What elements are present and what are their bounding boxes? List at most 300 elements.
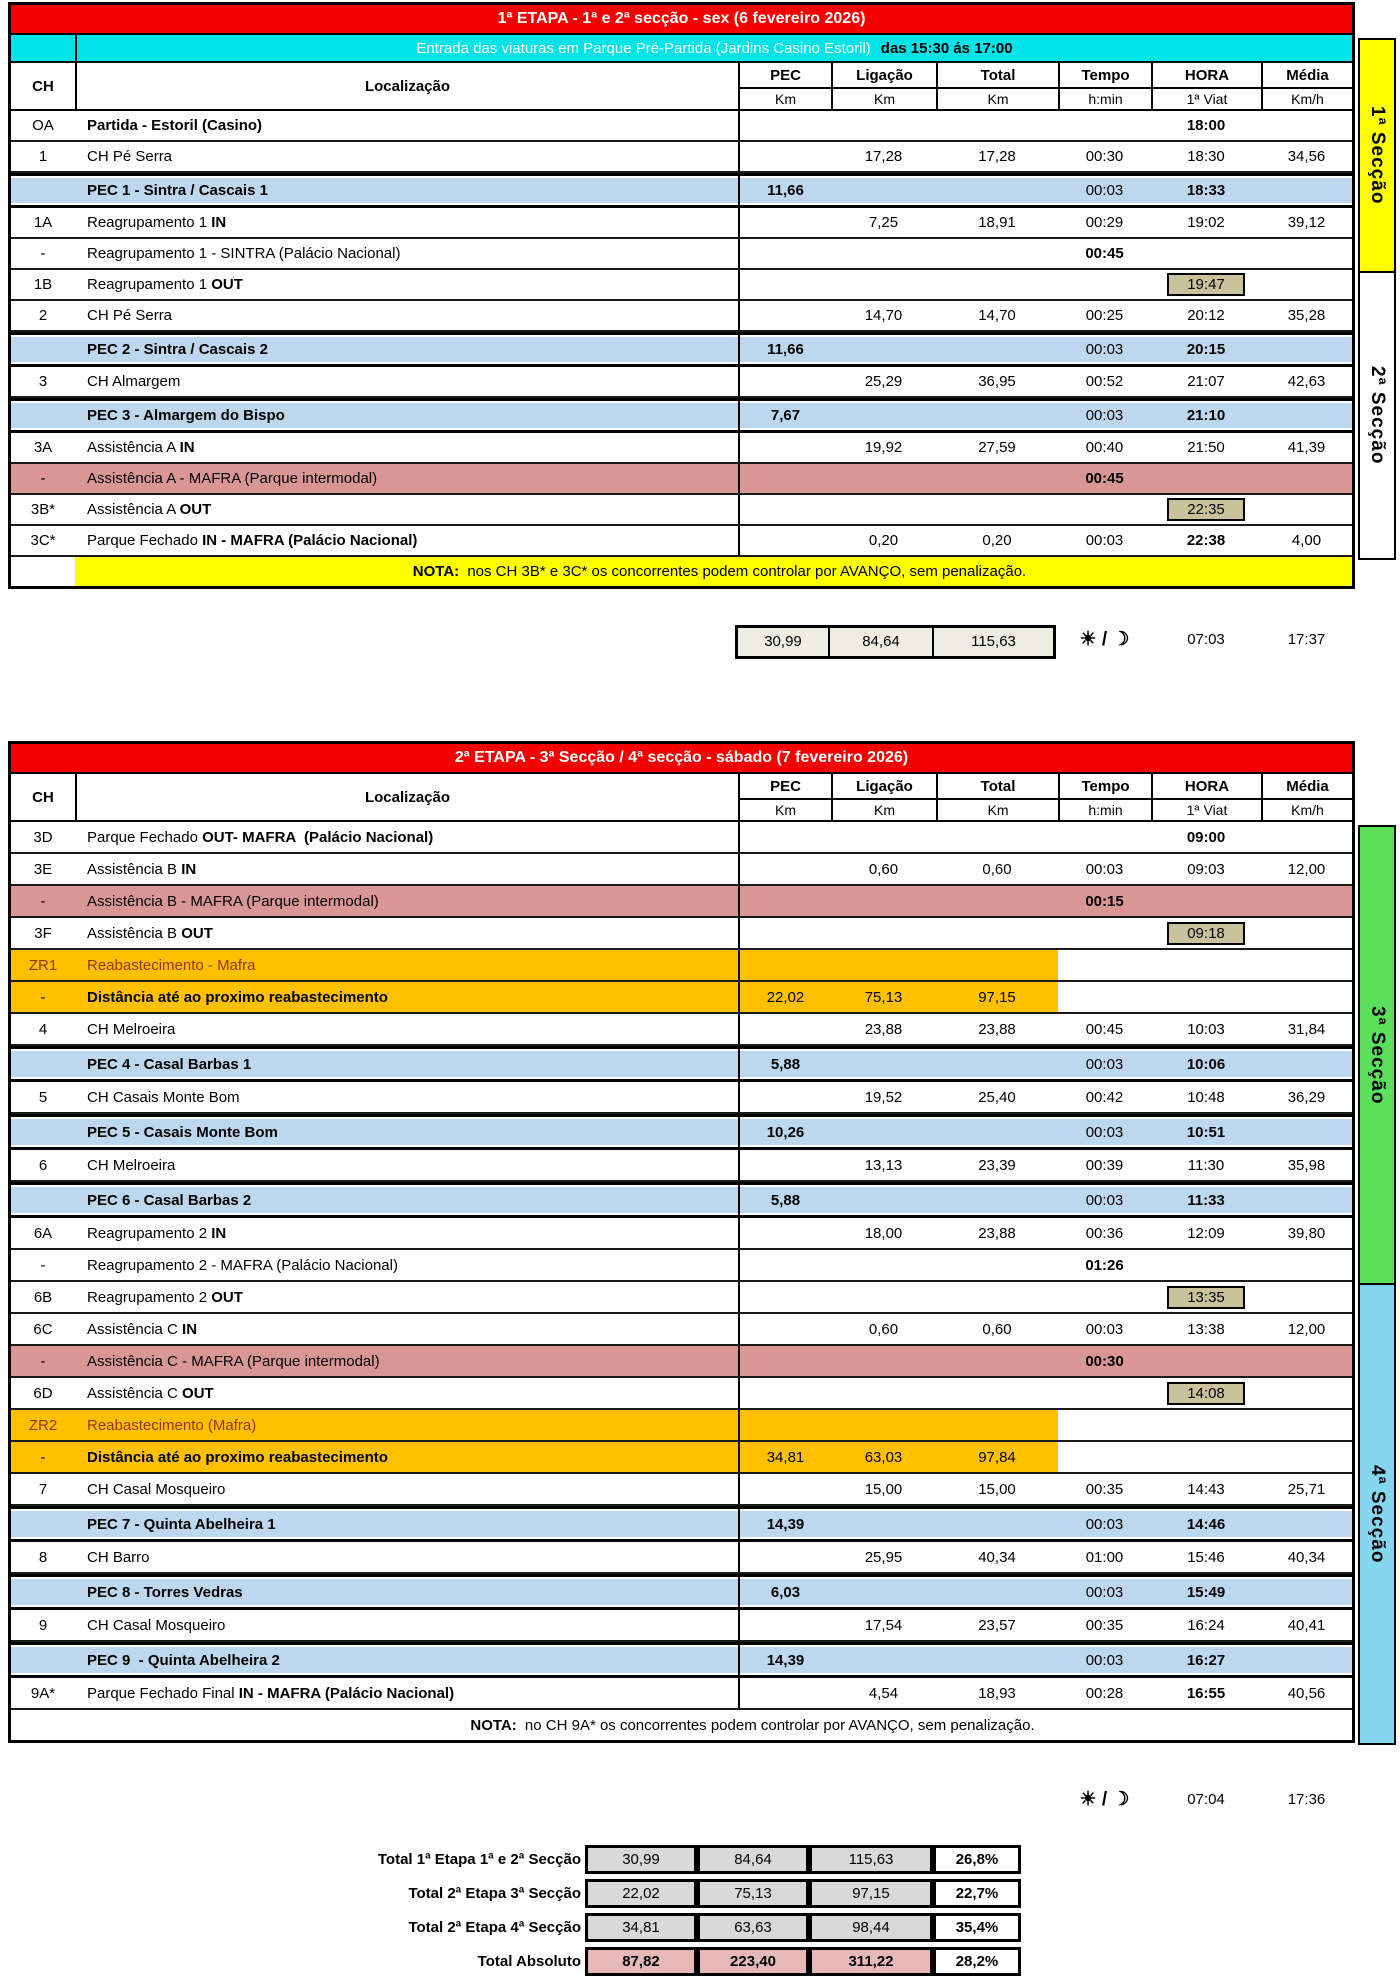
lig-cell (831, 176, 936, 205)
itinerary-row (11, 1506, 1352, 1542)
ch-cell: 3D (33, 828, 53, 846)
tempo-cell: 00:39 (1085, 1156, 1124, 1174)
section-1-sidebar: 1ª Secção (1358, 38, 1396, 273)
ch-cell (11, 335, 75, 364)
hora-cell: 15:46 (1187, 1548, 1225, 1566)
summary-ligacao-total: 63,63 (697, 1913, 809, 1942)
itinerary-row (11, 1150, 1352, 1182)
sun-icon: ☀ (1079, 1789, 1097, 1810)
tempo-cell: 00:25 (1085, 307, 1124, 324)
lig-cell (831, 111, 936, 140)
etapa1-rows (11, 111, 1352, 586)
media-cell (1261, 1645, 1352, 1675)
media-cell: 40,56 (1287, 1684, 1326, 1702)
hora-cell (1151, 464, 1261, 493)
localizacao-cell: CH Casais Monte Bom (87, 1088, 240, 1106)
sunrise-time: 07:03 (1187, 631, 1225, 648)
col-unit-6: Km/h (1261, 89, 1352, 109)
tot-cell: 97,84 (936, 1442, 1058, 1472)
localizacao-cell: PEC 3 - Almargem do Bispo (87, 407, 285, 424)
lig-cell: 25,95 (864, 1548, 903, 1566)
hora-box: 13:35 (1167, 1286, 1245, 1309)
col-header-hora: HORA (1151, 774, 1261, 800)
daylight-indicator (1058, 1783, 1151, 1817)
hora-cell: 14:43 (1187, 1480, 1225, 1498)
itinerary-row (11, 1046, 1352, 1082)
media-cell (1261, 270, 1352, 299)
media-cell (1261, 239, 1352, 268)
tempo-cell (1058, 1442, 1151, 1472)
itinerary-row (11, 854, 1352, 886)
tempo-cell: 00:30 (1085, 1352, 1124, 1370)
ch-cell (11, 176, 75, 205)
hora-cell: 20:15 (1186, 341, 1226, 358)
tempo-cell: 00:45 (1085, 245, 1124, 262)
hora-cell: 21:10 (1186, 407, 1226, 424)
lig-cell (831, 1378, 936, 1408)
tot-cell: 18,91 (978, 214, 1016, 231)
lig-cell: 19,52 (864, 1088, 903, 1106)
grand-totals-table (330, 1845, 1400, 1976)
localizacao-cell: Assistência B OUT (87, 924, 213, 942)
summary-total-km: 115,63 (809, 1845, 933, 1874)
summary-percentage: 22,7% (933, 1879, 1021, 1908)
localizacao-cell: PEC 7 - Quinta Abelheira 1 (87, 1515, 276, 1533)
etapa2-table (8, 741, 1388, 1743)
pec-cell (738, 1610, 831, 1640)
hora-cell (1151, 270, 1261, 299)
ch-cell: 2 (38, 307, 48, 324)
tempo-cell: 00:03 (1085, 1123, 1124, 1141)
col-header-hora: HORA (1151, 63, 1261, 89)
note-cell: NOTA: nos CH 3B* e 3C* os concorrentes podem controlar por AVANÇO, sem penalização. (75, 557, 1352, 586)
ch-cell: - (40, 470, 46, 487)
localizacao-cell: Reagrupamento 1 OUT (87, 276, 243, 293)
tot-cell (936, 1577, 1058, 1607)
etapa2-title: 2ª ETAPA - 3ª Secção / 4ª secção - sábado (7 fevereiro 2026) (11, 744, 1352, 774)
tot-cell: 0,20 (982, 532, 1012, 549)
ch-cell: - (40, 1256, 46, 1274)
hora-cell (1151, 1250, 1261, 1280)
media-cell (1261, 886, 1352, 916)
media-cell: 4,00 (1291, 532, 1322, 549)
localizacao-cell: Reagrupamento 1 - SINTRA (Palácio Nacional) (87, 245, 401, 262)
etapa1-totals-strip (0, 623, 1400, 659)
hora-cell (1151, 1442, 1261, 1472)
tempo-cell: 00:45 (1085, 470, 1124, 487)
etapa2-rows (11, 822, 1352, 1740)
tot-cell: 0,60 (982, 860, 1012, 878)
pec-cell (738, 495, 831, 524)
total-ligacao-km: 84,64 (828, 628, 932, 656)
media-cell: 25,71 (1287, 1480, 1326, 1498)
summary-label: Total 2ª Etapa 4ª Secção (408, 1919, 581, 1936)
ch-cell: 6B (33, 1288, 53, 1306)
itinerary-row (11, 495, 1352, 526)
media-cell (1261, 176, 1352, 205)
lig-cell: 63,03 (831, 1442, 936, 1472)
col-header-média: Média (1261, 774, 1352, 800)
localizacao-cell: Assistência A - MAFRA (Parque intermodal) (87, 470, 378, 487)
tot-cell (936, 918, 1058, 948)
media-cell (1261, 464, 1352, 493)
summary-label: Total 2ª Etapa 3ª Secção (408, 1885, 581, 1902)
col-header-tempo: Tempo (1058, 63, 1151, 89)
ch-cell: 5 (38, 1088, 48, 1106)
pec-cell: 5,88 (738, 1185, 831, 1215)
itinerary-row (11, 886, 1352, 918)
pec-cell: 22,02 (738, 982, 831, 1012)
itinerary-row (11, 239, 1352, 270)
localizacao-cell: Assistência B IN (87, 860, 197, 878)
media-cell: 35,28 (1287, 307, 1326, 324)
summary-total-km: 98,44 (809, 1913, 933, 1942)
itinerary-row (11, 1082, 1352, 1114)
hora-cell (1151, 1378, 1261, 1408)
lig-cell (831, 401, 936, 430)
tot-cell (936, 239, 1058, 268)
ch-cell (11, 401, 75, 430)
tempo-cell: 00:28 (1085, 1684, 1124, 1702)
tempo-cell: 00:36 (1085, 1224, 1124, 1242)
localizacao-cell: Assistência A OUT (87, 501, 212, 518)
localizacao-cell: CH Casal Mosqueiro (87, 1480, 226, 1498)
col-unit-5: 1ª Viat (1151, 800, 1261, 820)
hora-cell (1151, 886, 1261, 916)
summary-label: Total Absoluto (477, 1953, 581, 1970)
localizacao-cell: Reagrupamento 2 OUT (87, 1288, 243, 1306)
hora-cell: 14:46 (1186, 1515, 1226, 1533)
lig-cell (831, 1185, 936, 1215)
hora-cell: 16:24 (1187, 1616, 1225, 1634)
itinerary-row (11, 464, 1352, 495)
pec-cell (738, 433, 831, 462)
localizacao-cell: Reagrupamento 2 IN (87, 1224, 227, 1242)
itinerary-row (11, 557, 1352, 586)
media-cell (1261, 1282, 1352, 1312)
col-unit-5: 1ª Viat (1151, 89, 1261, 109)
itinerary-row (11, 1346, 1352, 1378)
itinerary-row (11, 208, 1352, 239)
pec-cell (738, 1378, 831, 1408)
itinerary-row (11, 1314, 1352, 1346)
pec-cell (738, 1082, 831, 1112)
hora-cell: 21:07 (1187, 373, 1225, 390)
itinerary-row (11, 918, 1352, 950)
summary-row (330, 1947, 1400, 1976)
tempo-cell: 01:26 (1085, 1256, 1124, 1274)
hora-box: 14:08 (1167, 1382, 1245, 1405)
media-cell: 39,12 (1287, 214, 1326, 231)
itinerary-row (11, 950, 1352, 982)
localizacao-cell: Assistência C OUT (87, 1384, 214, 1402)
itinerary-row (11, 1610, 1352, 1642)
summary-ligacao-total: 84,64 (697, 1845, 809, 1874)
localizacao-cell: Assistência C - MAFRA (Parque intermodal) (87, 1352, 380, 1370)
media-cell (1261, 1346, 1352, 1376)
localizacao-cell: PEC 5 - Casais Monte Bom (87, 1123, 278, 1141)
col-header-tempo: Tempo (1058, 774, 1151, 800)
media-cell (1261, 1117, 1352, 1147)
hora-cell: 15:49 (1186, 1583, 1226, 1601)
note-cell: NOTA: no CH 9A* os concorrentes podem controlar por AVANÇO, sem penalização. (75, 1710, 1352, 1740)
lig-cell: 15,00 (864, 1480, 903, 1498)
localizacao-cell: PEC 4 - Casal Barbas 1 (87, 1055, 252, 1073)
tempo-cell (1058, 495, 1151, 524)
pec-cell (738, 918, 831, 948)
pec-cell (738, 1150, 831, 1180)
summary-percentage: 26,8% (933, 1845, 1021, 1874)
tempo-cell (1058, 1282, 1151, 1312)
tempo-cell: 00:42 (1085, 1088, 1124, 1106)
lig-cell (831, 239, 936, 268)
hora-cell: 18:00 (1186, 117, 1226, 134)
lig-cell (831, 1645, 936, 1675)
tempo-cell: 00:35 (1085, 1480, 1124, 1498)
pec-cell (738, 822, 831, 852)
hora-cell: 18:33 (1186, 182, 1226, 199)
localizacao-cell: Assistência A IN (87, 439, 195, 456)
pec-cell (738, 142, 831, 171)
subtitle-text (75, 35, 1352, 61)
media-cell: 12,00 (1287, 860, 1326, 878)
pec-cell (738, 1474, 831, 1504)
tot-cell (936, 111, 1058, 140)
localizacao-cell: CH Pé Serra (87, 148, 173, 165)
tot-cell: 40,34 (978, 1548, 1016, 1566)
media-cell: 41,39 (1287, 439, 1326, 456)
itinerary-row (11, 1474, 1352, 1506)
etapa1-subtitle-row (11, 35, 1352, 63)
pec-cell (738, 1314, 831, 1344)
tot-cell (936, 270, 1058, 299)
localizacao-cell: CH Pé Serra (87, 307, 173, 324)
itinerary-row (11, 1182, 1352, 1218)
itinerary-row (11, 111, 1352, 142)
localizacao-cell: PEC 2 - Sintra / Cascais 2 (87, 341, 268, 358)
pec-cell: 7,67 (738, 401, 831, 430)
tot-cell (936, 1049, 1058, 1079)
localizacao-cell: Distância até ao proximo reabastecimento (75, 1442, 738, 1472)
hora-cell: 18:30 (1187, 148, 1225, 165)
tempo-cell: 00:03 (1085, 182, 1124, 199)
localizacao-cell: PEC 1 - Sintra / Cascais 1 (87, 182, 268, 199)
pec-cell (738, 1014, 831, 1044)
tot-cell: 36,95 (978, 373, 1016, 390)
ch-cell: 3E (33, 860, 53, 878)
localizacao-cell: PEC 9 - Quinta Abelheira 2 (87, 1651, 280, 1669)
media-cell: 39,80 (1287, 1224, 1326, 1242)
pec-cell: 14,39 (738, 1509, 831, 1539)
col-unit-2: Km (831, 800, 936, 820)
tempo-cell (1058, 1378, 1151, 1408)
tempo-cell: 00:03 (1085, 341, 1124, 358)
col-header-total: Total (936, 63, 1058, 89)
tempo-cell: 00:30 (1085, 148, 1124, 165)
tempo-cell: 00:35 (1085, 1616, 1124, 1634)
media-cell: 36,29 (1287, 1088, 1326, 1106)
ch-cell: 7 (38, 1480, 48, 1498)
summary-percentage: 28,2% (933, 1947, 1021, 1976)
tempo-cell (1058, 111, 1151, 140)
pec-cell: 14,39 (738, 1645, 831, 1675)
summary-row (330, 1845, 1400, 1874)
hora-cell: 09:03 (1187, 860, 1225, 878)
localizacao-cell: Parque Fechado IN - MAFRA (Palácio Nacional) (87, 532, 418, 549)
etapa1-column-header (11, 63, 1352, 111)
media-cell (1261, 1509, 1352, 1539)
media-cell (1261, 335, 1352, 364)
media-cell (1261, 495, 1352, 524)
moon-icon: ☽ (1112, 629, 1130, 650)
lig-cell (831, 1117, 936, 1147)
lig-cell: 7,25 (868, 214, 899, 231)
lig-cell: 19,92 (864, 439, 903, 456)
ch-cell (11, 1710, 75, 1740)
lig-cell (831, 886, 936, 916)
ch-cell: - (40, 1352, 46, 1370)
pec-cell (738, 270, 831, 299)
ch-cell: - (11, 1442, 75, 1472)
ch-cell (11, 1117, 75, 1147)
pec-cell: 11,66 (738, 176, 831, 205)
ch-cell: 3B* (30, 501, 56, 518)
localizacao-cell: Parque Fechado OUT- MAFRA (Palácio Nacional) (87, 828, 434, 846)
col-localizacao-header: Localização (75, 63, 738, 109)
itinerary-row (11, 398, 1352, 433)
pec-cell (738, 1410, 831, 1440)
tempo-cell: 00:03 (1085, 407, 1124, 424)
total-pec-km: 30,99 (764, 633, 802, 650)
tot-cell (936, 1282, 1058, 1312)
hora-cell (1151, 982, 1261, 1012)
tot-cell: 15,00 (978, 1480, 1016, 1498)
sunset-time: 17:37 (1287, 631, 1326, 648)
hora-cell (1151, 495, 1261, 524)
hora-cell: 19:02 (1187, 214, 1225, 231)
ch-cell: 1 (38, 148, 48, 165)
tempo-cell (1058, 270, 1151, 299)
col-unit-3: Km (936, 800, 1058, 820)
pec-cell (738, 886, 831, 916)
itinerary-row (11, 433, 1352, 464)
tot-cell: 23,57 (978, 1616, 1016, 1634)
lig-cell (831, 335, 936, 364)
tot-cell: 97,15 (936, 982, 1058, 1012)
pec-cell (738, 239, 831, 268)
ch-cell: ZR1 (11, 950, 75, 980)
localizacao-cell: CH Melroeira (87, 1156, 176, 1174)
pec-cell (738, 208, 831, 237)
itinerary-row (11, 173, 1352, 208)
hora-cell: 22:38 (1186, 532, 1226, 549)
hora-cell (1151, 1410, 1261, 1440)
pec-cell: 10,26 (738, 1117, 831, 1147)
media-cell: 40,34 (1287, 1548, 1326, 1566)
ch-cell (11, 1577, 75, 1607)
pec-cell (738, 301, 831, 330)
hora-cell: 13:38 (1187, 1320, 1225, 1338)
ch-cell: 6D (33, 1384, 53, 1402)
localizacao-cell: Assistência B - MAFRA (Parque intermodal) (87, 892, 379, 910)
localizacao-cell: Partida - Estoril (Casino) (87, 117, 263, 134)
itinerary-row (11, 1574, 1352, 1610)
ch-cell: - (40, 245, 46, 262)
tempo-cell (1058, 1410, 1151, 1440)
col-unit-1: Km (738, 89, 831, 109)
lig-cell (831, 822, 936, 852)
ch-cell: 8 (38, 1548, 48, 1566)
col-unit-6: Km/h (1261, 800, 1352, 820)
tot-cell: 23,39 (978, 1156, 1016, 1174)
itinerary-row (11, 270, 1352, 301)
hora-cell: 16:55 (1186, 1684, 1226, 1702)
ch-cell: 1A (33, 214, 53, 231)
media-cell (1261, 1049, 1352, 1079)
summary-total-km: 311,22 (809, 1947, 933, 1976)
col-ch-header: CH (32, 77, 54, 95)
media-cell: 12,00 (1287, 1320, 1326, 1338)
lig-cell (831, 950, 936, 980)
ch-cell: 3A (33, 439, 53, 456)
tempo-cell: 00:03 (1085, 1320, 1124, 1338)
media-cell (1261, 1410, 1352, 1440)
etapa2-column-header (11, 774, 1352, 822)
col-header-ligação: Ligação (831, 774, 936, 800)
media-cell (1261, 1577, 1352, 1607)
ch-cell: 9A* (30, 1684, 56, 1702)
hora-cell: 16:27 (1186, 1651, 1226, 1669)
tot-cell (936, 1509, 1058, 1539)
tot-cell (936, 401, 1058, 430)
localizacao-cell: CH Casal Mosqueiro (87, 1616, 226, 1634)
lig-cell: 13,13 (864, 1156, 903, 1174)
separator: / (1101, 629, 1108, 650)
col-unit-3: Km (936, 89, 1058, 109)
summary-pec-total: 22,02 (585, 1879, 697, 1908)
col-header-pec: PEC (738, 63, 831, 89)
itinerary-row (11, 301, 1352, 332)
summary-pec-total: 34,81 (585, 1913, 697, 1942)
itinerary-row (11, 1282, 1352, 1314)
itinerary-row (11, 1250, 1352, 1282)
col-ch-header: CH (32, 788, 54, 806)
summary-label: Total 1ª Etapa 1ª e 2ª Secção (377, 1851, 581, 1868)
tot-cell: 23,88 (978, 1020, 1016, 1038)
tempo-cell (1058, 982, 1151, 1012)
localizacao-cell: CH Melroeira (87, 1020, 176, 1038)
media-cell: 40,41 (1287, 1616, 1326, 1634)
lig-cell (831, 270, 936, 299)
tot-cell (936, 886, 1058, 916)
col-unit-2: Km (831, 89, 936, 109)
lig-cell: 18,00 (864, 1224, 903, 1242)
lig-cell: 75,13 (831, 982, 936, 1012)
tot-cell (936, 1378, 1058, 1408)
media-cell: 31,84 (1287, 1020, 1326, 1038)
sunset-time: 17:36 (1287, 1791, 1326, 1808)
tot-cell (936, 1185, 1058, 1215)
hora-cell (1151, 950, 1261, 980)
ch-cell: 9 (38, 1616, 48, 1634)
tot-cell: 25,40 (978, 1088, 1016, 1106)
tempo-cell: 00:03 (1085, 1651, 1124, 1669)
ch-cell (11, 1049, 75, 1079)
media-cell (1261, 1378, 1352, 1408)
itinerary-row (11, 1642, 1352, 1678)
etapa1-table (8, 2, 1388, 589)
separator: / (1101, 1789, 1108, 1810)
